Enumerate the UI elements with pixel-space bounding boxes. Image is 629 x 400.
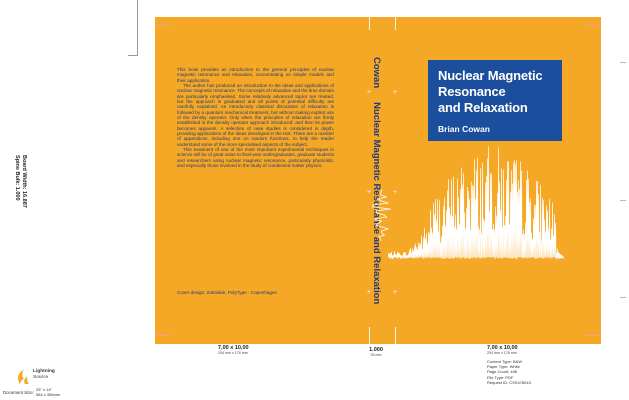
registration-mark-icon: + — [392, 89, 398, 96]
lightning-source-flame-icon — [16, 369, 30, 385]
registration-mark-icon: + — [366, 289, 372, 296]
request-id: Request ID: CSS478043 — [487, 380, 531, 386]
spine-fold-mark — [395, 327, 396, 344]
registration-mark-icon: + — [392, 189, 398, 196]
spine-width-value: 25 mm — [370, 353, 382, 357]
spine-bulk-label: Spine Bulk: 1.000 — [14, 155, 20, 201]
trim-mark — [155, 25, 171, 26]
document-size — [3, 388, 60, 397]
cover-spread-bleed — [155, 17, 601, 344]
registration-mark-icon: + — [366, 189, 372, 196]
trim-size-right-mm: 254 mm x 178 mm — [487, 351, 517, 355]
spine-author: Cowan — [371, 57, 382, 89]
file-info-block — [487, 359, 531, 386]
front-cover-title-box — [428, 60, 562, 141]
corner-crop-mark-horizontal — [128, 55, 138, 56]
corner-crop-mark-vertical — [137, 0, 138, 55]
board-width-label: Board Width: 16.887 — [21, 155, 27, 208]
front-title-line-3: and Relaxation — [438, 100, 528, 115]
printer-name-line-2: Source — [33, 374, 49, 380]
right-margin-tick — [620, 62, 626, 63]
spine-fold-mark — [369, 327, 370, 344]
spine-spec — [358, 347, 394, 358]
trim-mark — [585, 25, 601, 26]
document-size-mm: 584 x 356mm — [36, 391, 61, 397]
paper-type: Paper Type: White — [487, 363, 520, 369]
board-spec-label — [13, 155, 27, 217]
document-size-inches: 25" x 14" — [36, 387, 52, 392]
nmr-signal-path — [388, 146, 564, 259]
front-title-line-1: Nuclear Magnetic — [438, 68, 543, 83]
nmr-signal-graphic — [388, 142, 564, 264]
trim-size-left-value: 7,00 x 10,00 — [218, 345, 249, 351]
front-cover-author: Brian Cowan — [438, 124, 490, 134]
spine-fold-mark — [395, 17, 396, 30]
right-margin-tick — [620, 200, 626, 201]
document-size-label: Document Size: — [3, 390, 34, 396]
trim-size-right-value: 7,00 x 10,00 — [487, 345, 518, 351]
file-type: File Type: PDF — [487, 374, 514, 380]
printer-logo — [16, 369, 55, 385]
document-size-values — [36, 388, 60, 397]
cover-design-credit: Cover design: Zabriskie, PolyType · Copenhagen — [177, 290, 278, 295]
content-type: Content Type: B&W — [487, 358, 523, 364]
printer-name-line-1: Lightning — [33, 369, 55, 374]
blurb-paragraph-1: This book provides an introduction to the general principles of nuclear magnetic resonance and relaxation, concentrating on simple models and their application. — [177, 67, 334, 83]
page-count: Page Count: 496 — [487, 369, 518, 375]
registration-mark-icon: + — [392, 289, 398, 296]
right-margin-tick — [620, 297, 626, 298]
spine-bulk-value: 1.000 — [369, 347, 383, 353]
front-title-line-2: Resonance — [438, 84, 506, 99]
spine-title — [370, 57, 383, 305]
trim-size-left — [218, 345, 249, 356]
trim-mark — [155, 335, 171, 336]
trim-size-left-mm: 254 mm x 178 mm — [218, 351, 248, 355]
trim-mark — [585, 335, 601, 336]
printer-name — [33, 369, 55, 380]
spine-book-title: Nuclear Magnetic Resonance and Relaxation — [371, 102, 382, 305]
trim-size-right — [487, 345, 531, 386]
back-cover-blurb — [177, 67, 334, 168]
blurb-paragraph-3: This treatment of one of the most important experimental techniques in science will be of great value to final-year undergraduates, graduate students and researchers using nuclear magnetic resonance, particularly physicists, and especially those involved in the study of condensed matter physics. — [177, 146, 334, 168]
registration-mark-icon: + — [366, 89, 372, 96]
blurb-paragraph-2: The author has produced an introduction to the ideas and applications of nuclear magnetic resonance. The concepts of relaxation and the time domain are particularly emphasised. Some relatively advanced topics are treated, but the approach is graduated and all points of potential difficulty are carefully explained. An introductory classical discussion of relaxation is followed by a quantum mechanical treatment, but without making explicit use of the density operator. Only when the principles of relaxation are firmly established is the density operator approach introduced; and then its power becomes apparent. A selection of case studies is considered in depth, providing applications of the ideas developed in the text. There are a number of appendices, including one on random functions, to help the reader understand some of the more specialised aspects of the subject. — [177, 82, 334, 147]
spine-fold-mark — [369, 17, 370, 30]
